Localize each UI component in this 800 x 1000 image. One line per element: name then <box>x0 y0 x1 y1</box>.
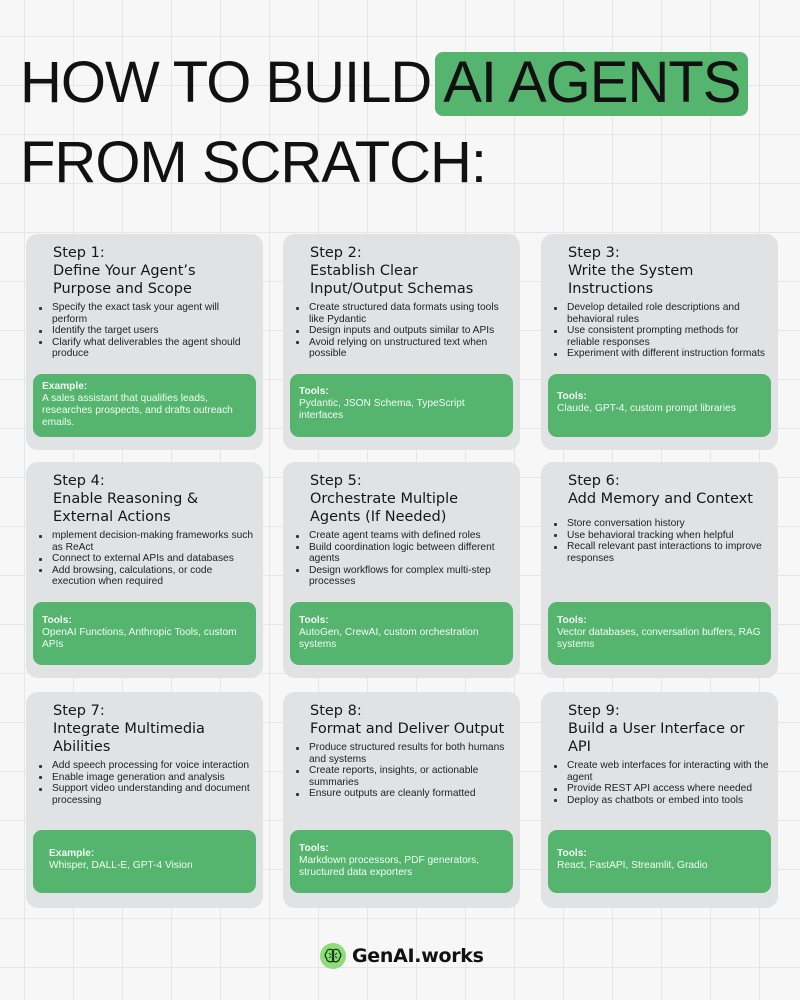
step-bullets <box>34 530 255 588</box>
step-title: Build a User Interface or API <box>568 721 745 755</box>
bullet-item: Add speech processing for voice interaction <box>52 760 255 772</box>
step-bullets <box>549 760 770 806</box>
step-card-4 <box>26 462 263 678</box>
box-label: Tools: <box>557 615 587 626</box>
step-title: Define Your Agent’s Purpose and Scope <box>53 263 196 297</box>
bullet-item: Create reports, insights, or actionable summaries <box>309 765 512 788</box>
step-title: Establish Clear Input/Output Schemas <box>310 263 474 297</box>
bullet-item: Provide REST API access where needed <box>567 783 770 795</box>
bullet-item: Connect to external APIs and databases <box>52 553 255 565</box>
tools-box <box>33 602 256 665</box>
step-bullets <box>291 302 512 360</box>
bullet-item: Create web interfaces for interacting with the agent <box>567 760 769 783</box>
box-text: OpenAI Functions, Anthropic Tools, custom APIs <box>42 627 237 650</box>
step-number: Step 6: <box>568 473 620 489</box>
tools-box <box>548 602 771 665</box>
tools-box <box>548 830 771 893</box>
step-card-1 <box>26 234 263 450</box>
bullet-item: mplement decision-making frameworks such as ReAct <box>52 530 253 553</box>
box-label: Tools: <box>299 386 329 397</box>
step-title: Write the System Instructions <box>568 263 694 297</box>
step-number: Step 3: <box>568 245 620 261</box>
step-card-6 <box>541 462 778 678</box>
bullet-item: Design workflows for complex multi-step processes <box>309 565 512 588</box>
title-highlight: AI AGENTS <box>435 52 748 116</box>
bullet-item: Specify the exact task your agent will perform <box>52 302 255 325</box>
box-label: Example: <box>42 381 88 392</box>
bullet-item: Identify the target users <box>52 325 255 337</box>
bullet-item: Produce structured results for both humans and systems <box>309 742 512 765</box>
bullet-item: Create structured data formats using tools like Pydantic <box>309 302 512 325</box>
bullet-item: Deploy as chatbots or embed into tools <box>567 795 770 807</box>
bullet-item: Use consistent prompting methods for reliable responses <box>567 325 770 348</box>
example-box <box>33 830 256 893</box>
tools-box <box>548 374 771 437</box>
step-title: Enable Reasoning & External Actions <box>53 491 199 525</box>
box-label: Tools: <box>299 615 329 626</box>
step-bullets <box>549 302 770 360</box>
step-number: Step 5: <box>310 473 362 489</box>
box-label: Tools: <box>557 848 587 859</box>
box-text: Markdown processors, PDF generators, structured data exporters <box>299 855 480 878</box>
brand-name: GenAI.works <box>352 945 484 967</box>
step-title: Add Memory and Context <box>568 491 753 507</box>
bullet-item: Ensure outputs are cleanly formatted <box>309 788 512 800</box>
step-card-3 <box>541 234 778 450</box>
box-text: AutoGen, CrewAI, custom orchestration systems <box>299 627 479 650</box>
bullet-item: Avoid relying on unstructured text when possible <box>309 337 512 360</box>
step-title: Orchestrate Multiple Agents (If Needed) <box>310 491 459 525</box>
step-bullets <box>291 742 512 800</box>
step-card-2 <box>283 234 520 450</box>
step-number: Step 9: <box>568 703 620 719</box>
bullet-item: Store conversation history <box>567 518 770 530</box>
box-text: A sales assistant that qualifies leads, researches prospects, and drafts outreach emails. <box>42 393 233 428</box>
box-label: Tools: <box>299 843 329 854</box>
box-text: Vector databases, conversation buffers, RAG systems <box>557 627 761 650</box>
bullet-item: Experiment with different instruction formats <box>567 348 770 360</box>
step-card-8 <box>283 692 520 908</box>
bullet-item: Support video understanding and document processing <box>52 783 255 806</box>
tools-box <box>290 830 513 893</box>
title-line-1 <box>20 52 748 134</box>
step-card-5 <box>283 462 520 678</box>
step-number: Step 8: <box>310 703 362 719</box>
bullet-item: Create agent teams with defined roles <box>309 530 512 542</box>
title-prefix: HOW TO BUILD <box>20 50 432 115</box>
box-label: Tools: <box>42 615 72 626</box>
step-card-7 <box>26 692 263 908</box>
step-card-9 <box>541 692 778 908</box>
bullet-item: Enable image generation and analysis <box>52 772 255 784</box>
bullet-item: Recall relevant past interactions to improve responses <box>567 541 770 564</box>
box-text: React, FastAPI, Streamlit, Gradio <box>557 860 708 871</box>
step-title: Format and Deliver Output <box>310 721 505 737</box>
bullet-item: Use behavioral tracking when helpful <box>567 530 770 542</box>
box-text: Pydantic, JSON Schema, TypeScript interfaces <box>299 398 465 421</box>
step-number: Step 7: <box>53 703 105 719</box>
tools-box <box>290 374 513 437</box>
bullet-item: Design inputs and outputs similar to APIs <box>309 325 512 337</box>
bullet-item: Clarify what deliverables the agent should produce <box>52 337 255 360</box>
box-text: Whisper, DALL-E, GPT-4 Vision <box>49 860 193 871</box>
page-title <box>20 52 748 216</box>
step-number: Step 4: <box>53 473 105 489</box>
box-text: Claude, GPT-4, custom prompt libraries <box>557 403 736 414</box>
box-label: Example: <box>49 848 95 859</box>
step-title: Integrate Multimedia Abilities <box>53 721 205 755</box>
step-bullets <box>34 302 255 360</box>
example-box <box>33 374 256 437</box>
brand-logo <box>320 943 484 969</box>
step-bullets <box>291 530 512 588</box>
box-label: Tools: <box>557 391 587 402</box>
bullet-item: Build coordination logic between different agents <box>309 542 512 565</box>
step-number: Step 1: <box>53 245 105 261</box>
step-bullets <box>549 518 770 564</box>
step-number: Step 2: <box>310 245 362 261</box>
title-line-2: FROM SCRATCH: <box>20 130 487 195</box>
bullet-item: Add browsing, calculations, or code execution when required <box>52 565 255 588</box>
brain-icon <box>320 943 346 969</box>
step-bullets <box>34 760 255 806</box>
tools-box <box>290 602 513 665</box>
bullet-item: Develop detailed role descriptions and behavioral rules <box>567 302 770 325</box>
